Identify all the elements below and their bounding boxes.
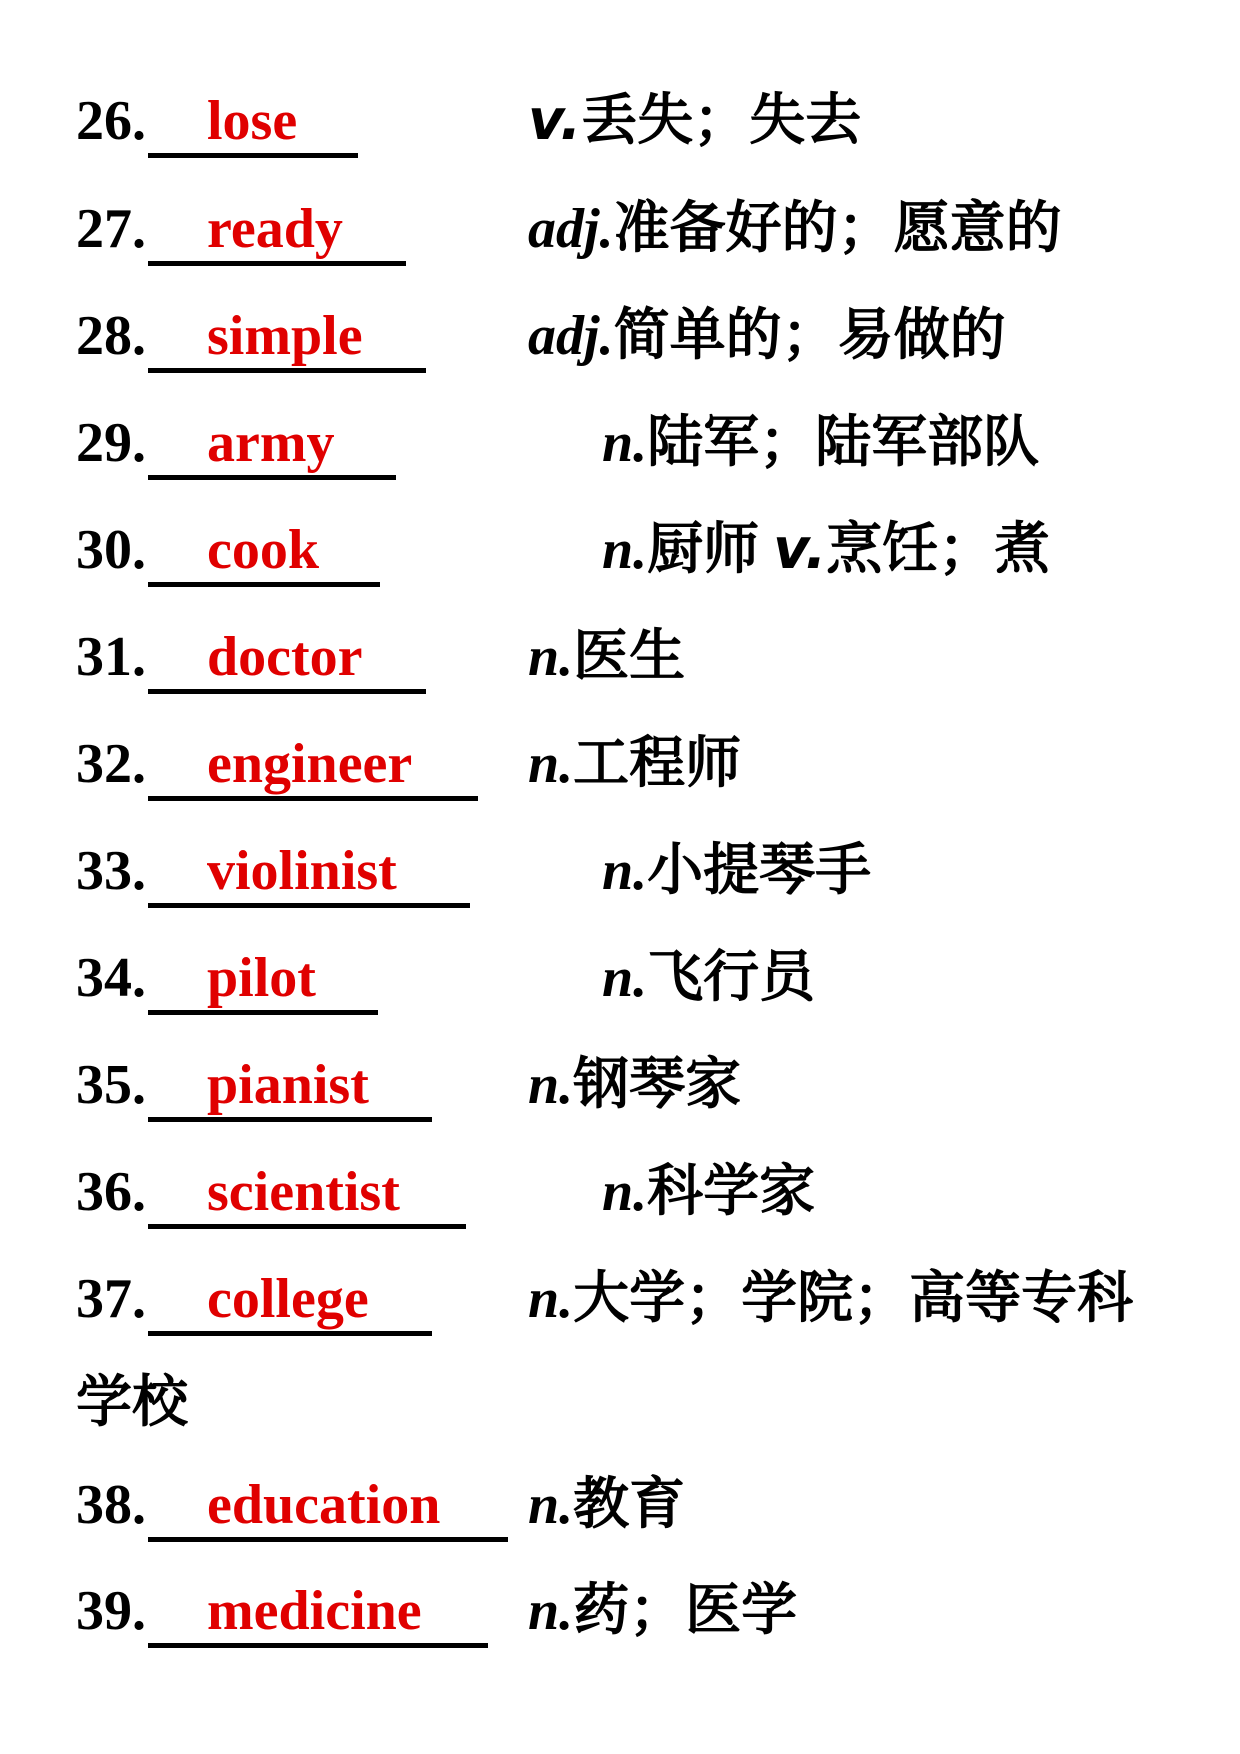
vocab-entry <box>0 291 1240 381</box>
part-of-speech: n. <box>528 1268 574 1330</box>
part-of-speech: n. <box>602 840 648 902</box>
answer-word: college <box>207 1268 369 1330</box>
entry-number: 36. <box>76 1161 146 1223</box>
definition <box>602 1147 815 1237</box>
vocab-entry <box>0 398 1240 488</box>
answer-word: doctor <box>207 626 363 688</box>
definition <box>602 826 871 916</box>
part-of-speech: adj. <box>528 198 614 260</box>
vocab-entry <box>0 1040 1240 1130</box>
entry-number: 34. <box>76 947 146 1009</box>
vocab-entry <box>0 1566 1240 1656</box>
entry-number: 33. <box>76 840 146 902</box>
definition <box>528 1040 741 1130</box>
definition <box>528 76 861 166</box>
vocab-entry <box>0 1460 1240 1550</box>
part-of-speech: n. <box>602 947 648 1009</box>
answer-word: engineer <box>207 733 413 795</box>
part-of-speech: n. <box>528 733 574 795</box>
entry-number: 28. <box>76 305 146 367</box>
entry-number: 38. <box>76 1474 146 1536</box>
chinese-meaning: 简单的；易做的 <box>613 303 1006 368</box>
chinese-meaning: 教育 <box>573 1472 686 1537</box>
entry-number: 39. <box>76 1580 146 1642</box>
vocab-entry <box>0 1254 1240 1344</box>
definition <box>528 291 1006 381</box>
vocab-entry <box>0 612 1240 702</box>
part-of-speech: n. <box>528 1580 574 1642</box>
answer-word: cook <box>207 519 319 581</box>
chinese-meaning: 飞行员 <box>647 945 816 1010</box>
chinese-meaning: 大学；学院；高等专科 <box>573 1266 1134 1331</box>
chinese-meaning: 丢失；失去 <box>581 88 862 153</box>
chinese-meaning: 钢琴家 <box>573 1052 742 1117</box>
part-of-speech: n. <box>528 1474 574 1536</box>
definition <box>528 1566 797 1656</box>
vocab-entry <box>0 1147 1240 1237</box>
definition <box>528 612 685 702</box>
chinese-meaning: 小提琴手 <box>647 838 872 903</box>
vocab-entry <box>0 719 1240 809</box>
entry-number: 31. <box>76 626 146 688</box>
part-of-speech: n. <box>528 1054 574 1116</box>
chinese-meaning: 药；医学 <box>573 1578 798 1643</box>
chinese-meaning: 陆军；陆军部队 <box>647 410 1040 475</box>
vocab-entry <box>0 184 1240 274</box>
answer-word: simple <box>207 305 363 367</box>
definition <box>602 933 815 1023</box>
entry-number: 26. <box>76 90 146 152</box>
definition <box>528 1460 685 1550</box>
entry-number: 32. <box>76 733 146 795</box>
part-of-speech-2: v. <box>773 517 827 582</box>
answer-word: violinist <box>207 840 397 902</box>
answer-word: education <box>207 1474 441 1536</box>
vocab-entry <box>0 505 1240 595</box>
entry-number: 35. <box>76 1054 146 1116</box>
part-of-speech: adj. <box>528 305 614 367</box>
chinese-meaning: 医生 <box>573 624 686 689</box>
entry-number: 30. <box>76 519 146 581</box>
part-of-speech: n. <box>528 626 574 688</box>
part-of-speech: v. <box>528 88 582 153</box>
part-of-speech: n. <box>602 519 648 581</box>
answer-word: lose <box>207 90 298 152</box>
definition <box>528 1254 1133 1344</box>
definition <box>602 505 1050 595</box>
answer-word: scientist <box>207 1161 400 1223</box>
definition <box>528 719 741 809</box>
answer-word: army <box>207 412 335 474</box>
entry-number: 29. <box>76 412 146 474</box>
entry-number: 27. <box>76 198 146 260</box>
definition <box>528 184 1062 274</box>
definition <box>602 398 1039 488</box>
vocab-entry <box>0 76 1240 166</box>
chinese-meaning: 厨师 <box>647 517 760 582</box>
answer-word: pianist <box>207 1054 369 1116</box>
part-of-speech: n. <box>602 412 648 474</box>
part-of-speech: n. <box>602 1161 648 1223</box>
answer-word: pilot <box>207 947 316 1009</box>
answer-word: medicine <box>207 1580 422 1642</box>
vocab-entry <box>0 933 1240 1023</box>
chinese-meaning: 科学家 <box>647 1159 816 1224</box>
chinese-meaning-2: 烹饪；煮 <box>826 517 1051 582</box>
answer-word: ready <box>207 198 343 260</box>
entry-number: 37. <box>76 1268 146 1330</box>
chinese-meaning: 准备好的；愿意的 <box>613 196 1062 261</box>
chinese-meaning: 工程师 <box>573 731 742 796</box>
definition-continuation: 学校 <box>76 1370 188 1435</box>
vocab-entry <box>0 826 1240 916</box>
